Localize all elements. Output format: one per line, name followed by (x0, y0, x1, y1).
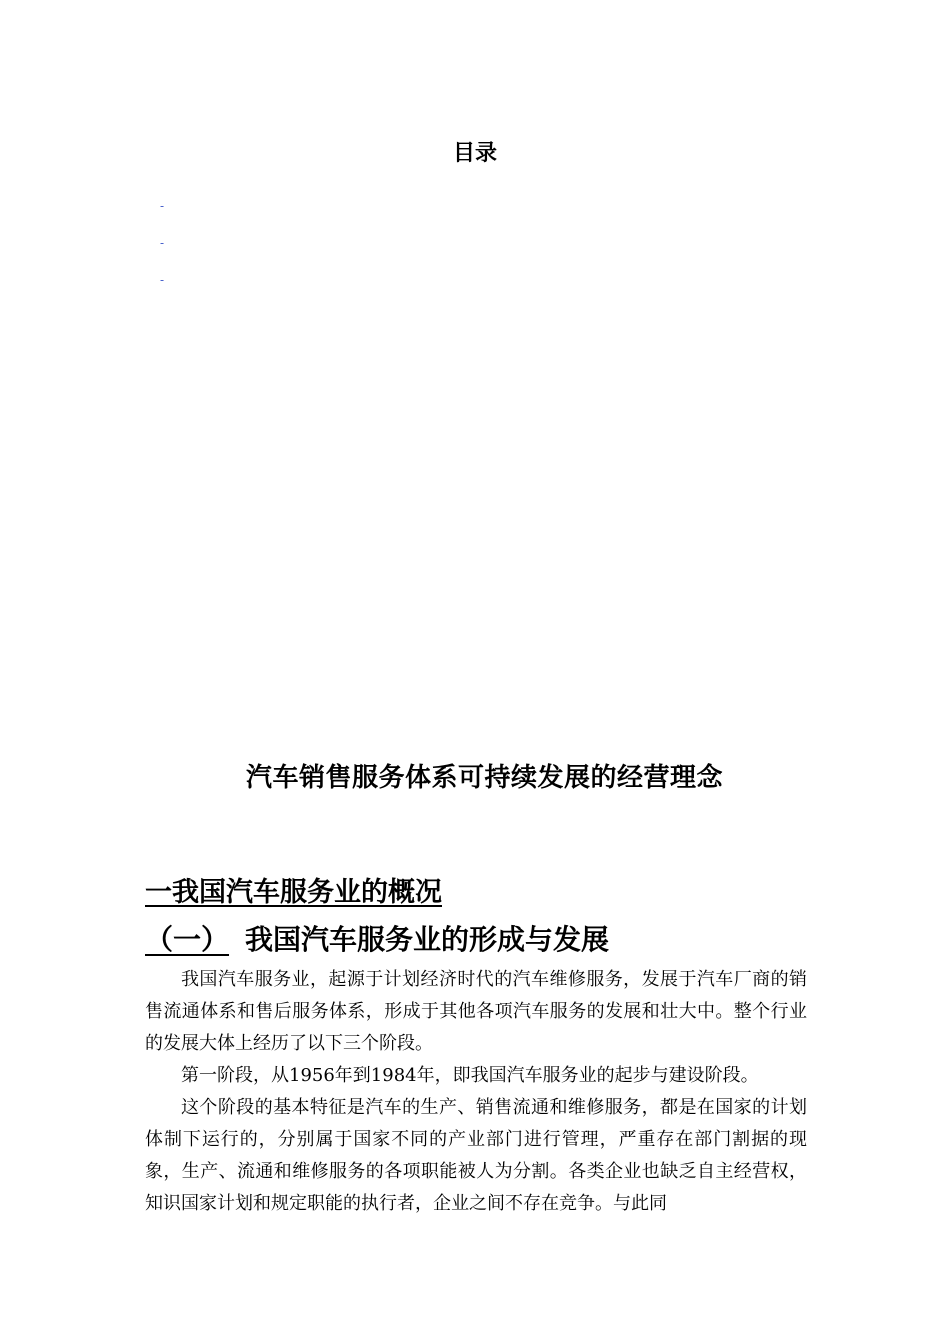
paragraph: 第一阶段，从1956年到1984年，即我国汽车服务业的起步与建设阶段。 (181, 1065, 759, 1086)
toc-list (160, 195, 164, 306)
paragraph: 我国汽车服务业，起源于计划经济时代的汽车维修服务，发展于汽车厂商的销售流通体系和售后服务体系，形成于其他各项汽车服务的发展和壮大中。整个行业的发展大体上经历了以下三个阶段。 (145, 969, 807, 1054)
document-title: 汽车销售服务体系可持续发展的经营理念 (246, 763, 724, 793)
toc-entry[interactable] (160, 269, 164, 306)
subsection-title: 我国汽车服务业的形成与发展 (245, 923, 610, 956)
toc-link[interactable]: - (160, 273, 165, 287)
toc-link[interactable]: - (160, 236, 165, 250)
toc-title: 目录 (452, 141, 497, 166)
toc-link[interactable]: - (160, 199, 165, 213)
section-heading: 一我国汽车服务业的概况 (145, 877, 442, 908)
subsection-heading (145, 918, 609, 958)
toc-entry[interactable] (160, 232, 164, 269)
paragraph: 这个阶段的基本特征是汽车的生产、销售流通和维修服务，都是在国家的计划体制下运行的，分别属于国家不同的产业部门进行管理，严重存在部门割据的现象，生产、流通和维修服务的各项职能被人为分割。各类企业也缺乏自主经营权，知识国家计划和规定职能的执行者，企业之间不存在竞争。与此同 (145, 1097, 807, 1214)
toc-entry[interactable] (160, 195, 164, 232)
body-text (145, 964, 807, 1220)
subsection-number: （一） (145, 923, 230, 956)
